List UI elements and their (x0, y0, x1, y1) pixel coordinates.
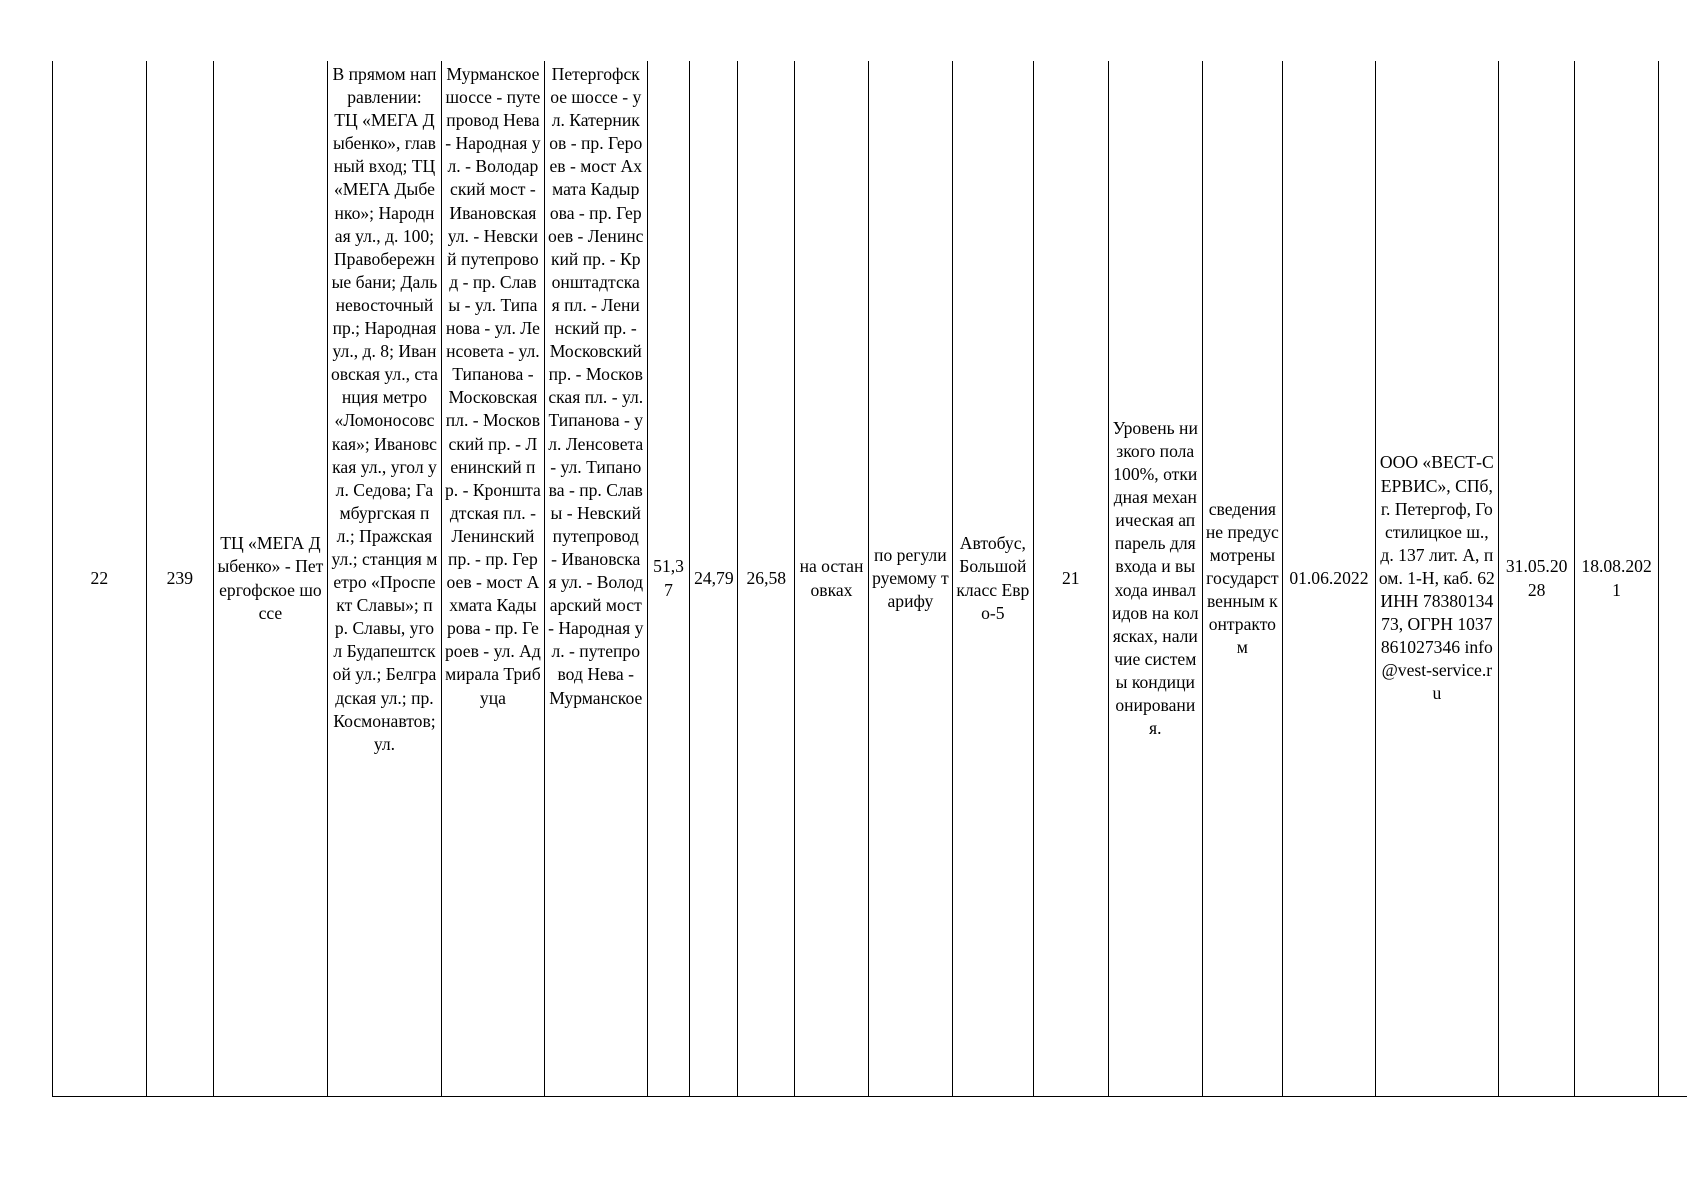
carrier-cell: ООО «ВЕСТ-СЕРВИС», СПб, г. Петергоф, Гостилицкое ш., д. 137 лит. А, пом. 1-Н, каб. 62 ИНН 7838013473, ОГРН 1037861027346 info@vest-service.ru (1375, 61, 1498, 1097)
vehicle-characteristics-cell: Уровень низкого пола 100%, откидная механическая аппарель для входа и выхода инвалидов на колясках, наличие системы кондиционирования. (1108, 61, 1202, 1097)
route-name-cell: ТЦ «МЕГА Дыбенко» - Петергофское шоссе (213, 61, 327, 1097)
length-total-cell: 26,58 (738, 61, 795, 1097)
length-forward-cell: 51,37 (647, 61, 690, 1097)
route-reg-number-cell: 22 (53, 61, 147, 1097)
contract-info-cell: сведения не предусмотрены государственным контрактом (1202, 61, 1282, 1097)
tariff-type-cell: по регулируемому тарифу (868, 61, 953, 1097)
length-backward-cell: 24,79 (690, 61, 738, 1097)
streets-forward-cell: Мурманское шоссе - путепровод Нева - Народная ул. - Володарский мост - Ивановская ул. - Невский путепровод - пр. Славы - ул. Типанова - ул. Ленсовета - ул. Типанова - Московская пл. - Московский пр. - Ленинский пр. - Кронштадтская пл. - Ленинский пр. - пр. Героев - мост Ахмата Кадырова - пр. Героев - ул. Адмирала Трибуца (441, 61, 544, 1097)
streets-backward-cell: Петергофское шоссе - ул. Катерников - пр. Героев - мост Ахмата Кадырова - пр. Героев - Ленинский пр. - Кронштадтская пл. - Ленинский пр. - Московский пр. - Московская пл. - ул. Типанова - ул. Ленсовета - ул. Типанова - пр. Славы - Невский путепровод - Ивановская ул. - Володарский мост - Народная ул. - путепровод Нева - Мурманское (544, 61, 647, 1097)
extra-cell (1658, 61, 1687, 1097)
start-date-cell: 01.06.2022 (1283, 61, 1376, 1097)
vehicle-type-cell: Автобус, Большой класс Евро-5 (953, 61, 1033, 1097)
boarding-procedure-cell: на остановках (795, 61, 868, 1097)
table-row (53, 61, 1688, 1097)
end-date-cell: 31.05.2028 (1498, 61, 1574, 1097)
stops-forward-cell: В прямом направлении: ТЦ «МЕГА Дыбенко», главный вход; ТЦ «МЕГА Дыбенко»; Народная ул., д. 100; Правобережные бани; Дальневосточный пр.; Народная ул., д. 8; Ивановская ул., станция метро «Ломоносовская»; Ивановская ул., угол ул. Седова; Гамбургская пл.; Пражская ул.; станция метро «Проспект Славы»; пр. Славы, угол Будапештской ул.; Белградская ул.; пр. Космонавтов; ул. (327, 61, 441, 1097)
entry-date-cell: 18.08.2021 (1575, 61, 1659, 1097)
route-number-cell: 239 (146, 61, 213, 1097)
route-registry-table (52, 61, 1687, 1097)
vehicle-count-cell: 21 (1033, 61, 1108, 1097)
